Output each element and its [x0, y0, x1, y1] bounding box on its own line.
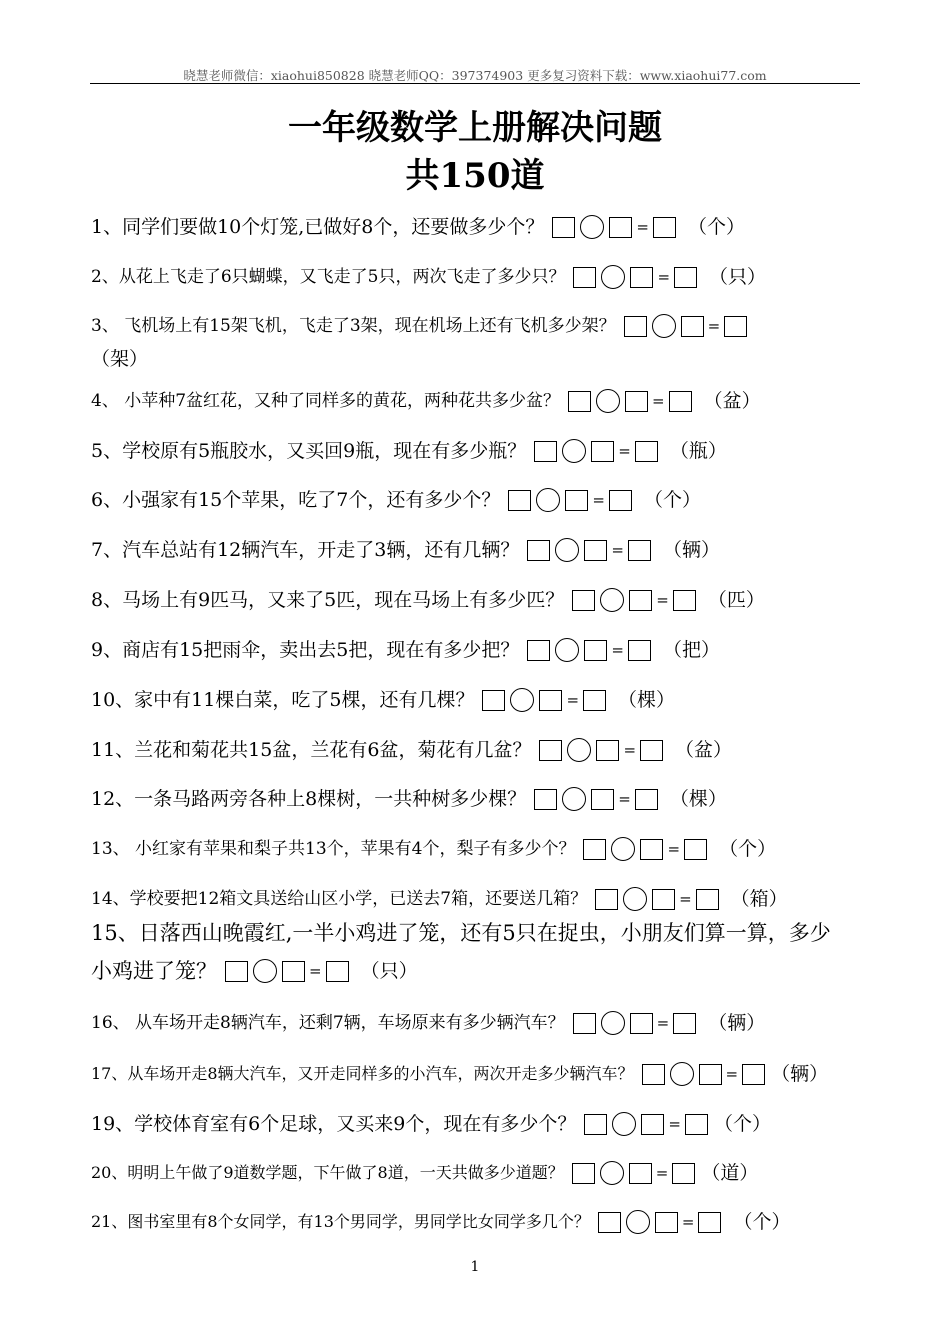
answer-equation: [525, 537, 653, 563]
answer-box[interactable]: [598, 1212, 621, 1233]
answer-box[interactable]: [673, 590, 696, 611]
question-17: [91, 1061, 861, 1087]
answer-box[interactable]: [724, 316, 747, 337]
question-text: 16、 从车场开走8辆汽车，还剩7辆，车场原来有多少辆汽车？: [91, 1013, 565, 1033]
question-text: 19、学校体育室有6个足球，又买来9个，现在有多少个？: [91, 1113, 577, 1135]
header-rule: [90, 83, 860, 84]
operator-circle[interactable]: [670, 1062, 694, 1086]
equals-sign: =: [668, 1115, 681, 1133]
question-3-unit: （架）: [91, 348, 149, 370]
question-text: 7、汽车总站有12辆汽车，开走了3辆，还有几辆？: [91, 539, 520, 561]
answer-equation: [581, 836, 709, 862]
question-16: [91, 1010, 861, 1036]
answer-box[interactable]: [625, 391, 648, 412]
equals-sign: =: [611, 541, 624, 559]
question-6: [91, 487, 861, 513]
question-15-line-2: [91, 958, 861, 984]
unit-label: （个）: [733, 1211, 791, 1233]
answer-equation: [571, 1010, 699, 1036]
answer-equation: [537, 737, 665, 763]
equals-sign: =: [656, 591, 669, 609]
operator-circle[interactable]: [600, 1161, 624, 1185]
question-19: [91, 1111, 861, 1137]
equals-sign: =: [679, 890, 692, 908]
unit-label: （瓶）: [669, 440, 727, 462]
answer-equation: [480, 687, 608, 713]
question-21: [91, 1209, 861, 1235]
answer-box[interactable]: [681, 316, 704, 337]
answer-box[interactable]: [699, 1064, 722, 1085]
page-number: 1: [470, 1259, 480, 1275]
answer-box[interactable]: [655, 1212, 678, 1233]
answer-box[interactable]: [573, 1013, 596, 1034]
question-text: 小鸡进了笼？: [91, 959, 217, 983]
question-2: [91, 264, 861, 290]
unit-label: （盆）: [675, 739, 733, 761]
equals-sign: =: [681, 1213, 695, 1231]
operator-circle[interactable]: [580, 215, 604, 239]
answer-box[interactable]: [696, 889, 719, 910]
answer-box[interactable]: [640, 740, 663, 761]
question-13: [91, 836, 861, 862]
answer-box[interactable]: [674, 267, 697, 288]
answer-box[interactable]: [539, 690, 562, 711]
answer-box[interactable]: [534, 789, 557, 810]
equals-sign: =: [636, 218, 649, 236]
question-4: [91, 388, 861, 414]
operator-circle[interactable]: [611, 837, 635, 861]
answer-box[interactable]: [673, 1013, 696, 1034]
answer-equation: [622, 313, 750, 339]
operator-circle[interactable]: [253, 959, 277, 983]
answer-box[interactable]: [640, 839, 663, 860]
answer-box[interactable]: [630, 267, 653, 288]
question-20: [91, 1160, 861, 1186]
equals-sign: =: [667, 840, 681, 858]
answer-box[interactable]: [685, 1114, 708, 1135]
question-7: [91, 537, 861, 563]
question-text: 8、马场上有9匹马，又来了5匹，现在马场上有多少匹？: [91, 589, 565, 611]
answer-box[interactable]: [583, 839, 606, 860]
answer-box[interactable]: [565, 490, 588, 511]
answer-box[interactable]: [583, 690, 606, 711]
answer-equation: [506, 487, 634, 513]
operator-circle[interactable]: [623, 887, 647, 911]
page-header: 晓慧老师微信：xiaohui850828 晓慧老师QQ：397374903 更多复习资料下载：www.xiaohui77.com: [183, 68, 767, 83]
question-10: [91, 687, 861, 713]
answer-box[interactable]: [609, 490, 632, 511]
answer-box[interactable]: [624, 316, 647, 337]
equals-sign: =: [656, 1014, 670, 1032]
unit-label: （只）: [360, 960, 418, 982]
equals-sign: =: [592, 491, 605, 509]
answer-box[interactable]: [539, 740, 562, 761]
equals-sign: =: [725, 1065, 739, 1083]
unit-label: （辆）: [662, 539, 720, 561]
answer-box[interactable]: [635, 789, 658, 810]
answer-box[interactable]: [628, 640, 651, 661]
answer-box[interactable]: [635, 441, 658, 462]
answer-box[interactable]: [225, 961, 248, 982]
unit-label: （箱）: [730, 888, 788, 910]
equals-sign: =: [566, 691, 580, 709]
answer-box[interactable]: [482, 690, 505, 711]
equals-sign: =: [655, 1164, 669, 1182]
answer-box[interactable]: [584, 540, 607, 561]
operator-circle[interactable]: [601, 1011, 625, 1035]
title-line-1: 一年级数学上册解决问题: [288, 108, 662, 148]
question-text: 21、图书室里有8个女同学，有13个男同学，男同学比女同学多几个？: [91, 1212, 590, 1231]
equals-sign: =: [611, 641, 624, 659]
operator-circle[interactable]: [562, 439, 586, 463]
equals-sign: =: [623, 741, 637, 759]
answer-box[interactable]: [653, 217, 676, 238]
answer-box[interactable]: [698, 1212, 721, 1233]
unit-label: （个）: [687, 216, 745, 238]
answer-equation: [550, 214, 678, 240]
equals-sign: =: [618, 790, 631, 808]
question-14: [91, 886, 861, 912]
question-text: 2、从花上飞走了6只蝴蝶，又飞走了5只，两次飞走了多少只？: [91, 267, 566, 287]
answer-box[interactable]: [508, 490, 531, 511]
answer-box[interactable]: [629, 590, 652, 611]
question-text: 3、 飞机场上有15架飞机，飞走了3架，现在机场上还有飞机多少架？: [91, 316, 616, 336]
answer-equation: [596, 1209, 724, 1235]
answer-box[interactable]: [584, 1114, 607, 1135]
unit-label: （个）: [643, 489, 701, 511]
answer-box[interactable]: [591, 789, 614, 810]
unit-label: （只）: [709, 266, 767, 288]
unit-label: （辆）: [708, 1012, 766, 1034]
equals-sign: =: [652, 392, 665, 410]
question-text: 12、一条马路两旁各种上8棵树，一共种树多少棵？: [91, 788, 527, 810]
answer-box[interactable]: [572, 1163, 595, 1184]
answer-equation: [566, 388, 694, 414]
answer-box[interactable]: [568, 391, 591, 412]
answer-box[interactable]: [282, 961, 305, 982]
operator-circle[interactable]: [652, 314, 676, 338]
answer-box[interactable]: [527, 540, 550, 561]
question-9: [91, 637, 861, 663]
question-11: [91, 737, 861, 763]
title-line-2: 共150道: [405, 156, 545, 196]
unit-label: （个）: [713, 1113, 771, 1135]
question-text: 20、明明上午做了9道数学题，下午做了8道，一天共做多少道题？: [91, 1163, 564, 1182]
answer-equation: [593, 886, 721, 912]
operator-circle[interactable]: [612, 1112, 636, 1136]
question-text: 6、小强家有15个苹果，吃了7个，还有多少个？: [91, 489, 501, 511]
operator-circle[interactable]: [536, 488, 560, 512]
answer-equation: [571, 264, 699, 290]
unit-label: （道）: [701, 1162, 759, 1184]
answer-box[interactable]: [326, 961, 349, 982]
equals-sign: =: [309, 962, 322, 980]
answer-equation: [532, 786, 660, 812]
question-15-line-1: 15、日落西山晚霞红,一半小鸡进了笼，还有5只在捉虫，小朋友们算一算，多少: [91, 921, 831, 945]
answer-box[interactable]: [652, 889, 675, 910]
question-3: [91, 313, 861, 339]
answer-box[interactable]: [684, 839, 707, 860]
answer-box[interactable]: [669, 391, 692, 412]
question-text: 4、 小苹种7盆红花，又种了同样多的黄花，两种花共多少盆？: [91, 391, 561, 411]
answer-box[interactable]: [595, 889, 618, 910]
answer-box[interactable]: [629, 1163, 652, 1184]
operator-circle[interactable]: [555, 638, 579, 662]
unit-label: （匹）: [707, 589, 765, 611]
operator-circle[interactable]: [510, 688, 534, 712]
answer-box[interactable]: [641, 1114, 664, 1135]
answer-box[interactable]: [642, 1064, 665, 1085]
answer-box[interactable]: [534, 441, 557, 462]
question-text: 14、学校要把12箱文具送给山区小学，已送去7箱，还要送几箱？: [91, 889, 588, 909]
unit-label: （棵）: [618, 689, 676, 711]
answer-box[interactable]: [628, 540, 651, 561]
answer-equation: [525, 637, 653, 663]
answer-box[interactable]: [742, 1064, 765, 1085]
operator-circle[interactable]: [555, 538, 579, 562]
operator-circle[interactable]: [596, 389, 620, 413]
answer-equation: [532, 438, 660, 464]
question-5: [91, 438, 861, 464]
question-text: 13、 小红家有苹果和梨子共13个，苹果有4个，梨子有多少个？: [91, 839, 576, 859]
operator-circle[interactable]: [562, 787, 586, 811]
answer-equation: [223, 958, 351, 984]
question-text: 9、商店有15把雨伞，卖出去5把，现在有多少把？: [91, 639, 520, 661]
answer-box[interactable]: [572, 590, 595, 611]
answer-box[interactable]: [584, 640, 607, 661]
equals-sign: =: [657, 268, 671, 286]
answer-box[interactable]: [573, 267, 596, 288]
answer-box[interactable]: [609, 217, 632, 238]
question-12: [91, 786, 861, 812]
answer-box[interactable]: [630, 1013, 653, 1034]
question-text: 17、从车场开走8辆大汽车，又开走同样多的小汽车，两次开走多少辆汽车？: [91, 1064, 634, 1083]
answer-equation: [640, 1061, 768, 1087]
equals-sign: =: [618, 442, 631, 460]
answer-box[interactable]: [552, 217, 575, 238]
answer-equation: [582, 1111, 710, 1137]
answer-equation: [570, 1160, 698, 1186]
question-text: 10、家中有11棵白菜，吃了5棵，还有几棵？: [91, 689, 475, 711]
answer-box[interactable]: [527, 640, 550, 661]
unit-label: （辆）: [771, 1063, 829, 1085]
question-text: 5、学校原有5瓶胶水，又买回9瓶，现在有多少瓶？: [91, 440, 527, 462]
unit-label: （盆）: [703, 390, 761, 412]
question-text: 11、兰花和菊花共15盆，兰花有6盆，菊花有几盆？: [91, 739, 532, 761]
unit-label: （把）: [662, 639, 720, 661]
question-8: [91, 587, 861, 613]
unit-label: （个）: [719, 838, 777, 860]
unit-label: （棵）: [669, 788, 727, 810]
operator-circle[interactable]: [600, 588, 624, 612]
answer-box[interactable]: [591, 441, 614, 462]
question-text: 1、同学们要做10个灯笼,已做好8个，还要做多少个？: [91, 216, 545, 238]
answer-equation: [570, 587, 698, 613]
operator-circle[interactable]: [567, 738, 591, 762]
question-1: [91, 214, 861, 240]
answer-box[interactable]: [596, 740, 619, 761]
operator-circle[interactable]: [626, 1210, 650, 1234]
equals-sign: =: [707, 317, 721, 335]
answer-box[interactable]: [672, 1163, 695, 1184]
operator-circle[interactable]: [601, 265, 625, 289]
